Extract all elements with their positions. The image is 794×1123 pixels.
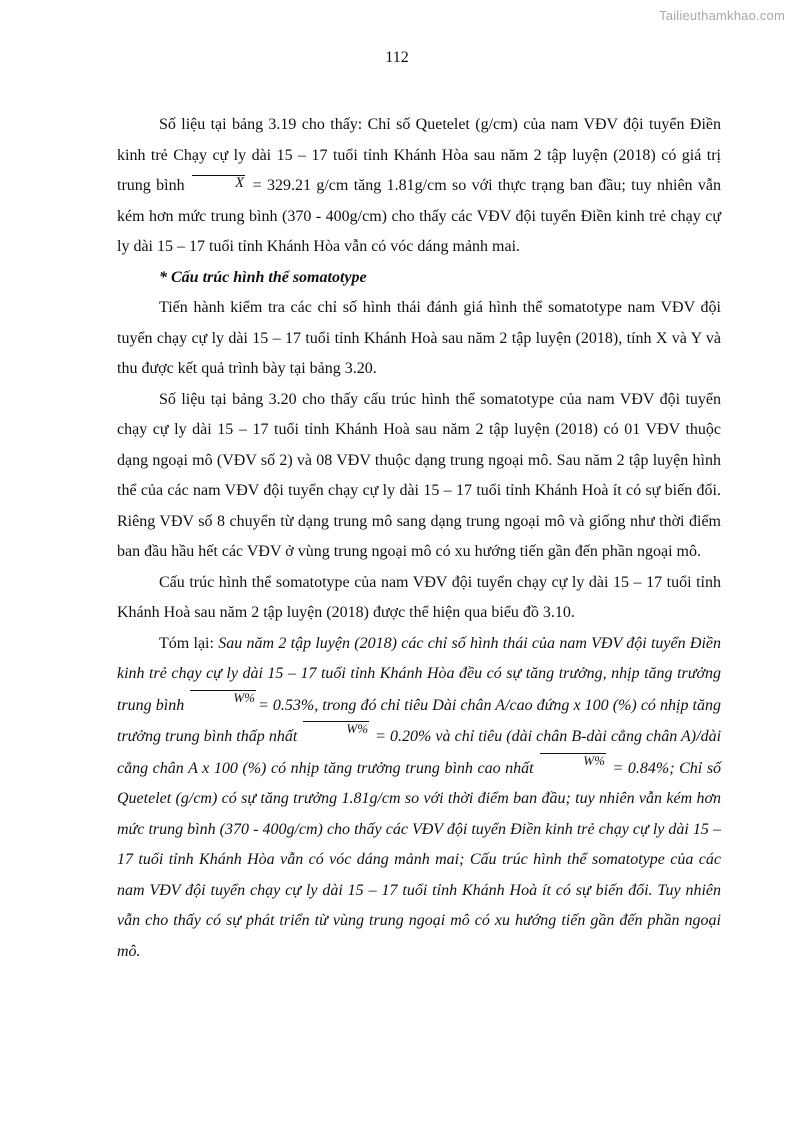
- watermark: Tailieuthamkhao.com: [659, 8, 785, 23]
- paragraph-quetelet: [117, 110, 721, 263]
- paragraph-quetelet-text-2: = 329.21 g/cm tăng 1.81g/cm so với thực trạng ban đầu; tuy nhiên vẫn kém hơn mức trung bình (370 - 400g/cm) cho thấy các VĐV đội tuyển Điền kinh trẻ chạy cự ly dài 15 – 17 tuổi tỉnh Khánh Hòa vẫn có vóc dáng mảnh mai.: [117, 177, 722, 255]
- growth-rate-symbol-3: W%: [540, 753, 606, 768]
- growth-rate-symbol-2: W%: [303, 721, 369, 736]
- page-number: 112: [385, 49, 409, 66]
- paragraph-quetelet-text: Số liệu tại bảng 3.19 cho thấy: Chỉ số Quetelet (g/cm) của nam VĐV đội tuyển Điền kinh trẻ Chạy cự ly dài 15 – 17 tuổi tỉnh Khánh Hòa sau năm 2 tập luyện (2018) có giá trị trung bình: [117, 116, 721, 194]
- paragraph-chart-3-10: Cấu trúc hình thể somatotype của nam VĐV đội tuyển chạy cự ly dài 15 – 17 tuổi tỉnh Khánh Hoà sau năm 2 tập luyện (2018) được thể hiện qua biểu đồ 3.10.: [117, 573, 721, 621]
- paragraph-summary: [117, 629, 721, 968]
- document-body: [117, 110, 721, 967]
- summary-text-1: Sau năm 2 tập luyện (2018) các chỉ số hình thái của nam VĐV đội tuyển Điền kinh trẻ chạy cự ly dài 15 – 17 tuổi tỉnh Khánh Hòa đều có sự tăng trưởng, nhịp tăng trưởng trung bình: [117, 634, 721, 714]
- mean-x-symbol: X: [192, 175, 245, 190]
- paragraph-table-3-20: Số liệu tại bảng 3.20 cho thấy cấu trúc hình thể somatotype của nam VĐV đội tuyển chạy cự ly dài 15 – 17 tuổi tỉnh Khánh Hoà sau năm 2 tập luyện (2018) có 01 VĐV thuộc dạng ngoại mô (VĐV số 2) và 08 VĐV thuộc dạng trung ngoại mô. Sau năm 2 tập luyện hình thể của các nam VĐV đội tuyển chạy cự ly dài 15 – 17 tuổi tỉnh Khánh Hoà ít có sự biến đổi. Riêng VĐV số 8 chuyển từ dạng trung mô sang dạng trung ngoại mô và giống như thời điểm ban đầu hầu hết các VĐV ở vùng trung ngoại mô có xu hướng tiến gần đến phần ngoại mô.: [117, 390, 721, 560]
- summary-text-2: = 0.53%, trong đó chỉ tiêu Dài chân A/cao đứng x 100 (%) có nhịp tăng trưởng trung bình thấp nhất: [117, 696, 722, 745]
- section-heading-somatotype: * Cấu trúc hình thể somatotype: [159, 268, 367, 286]
- summary-lead: Tóm lại:: [159, 634, 219, 652]
- summary-text-4: = 0.84%; Chỉ số Quetelet (g/cm) có sự tăng trưởng 1.81g/cm so với thời điểm ban đầu; tuy nhiên vẫn kém hơn mức trung bình (370 - 400g/cm) cho thấy các VĐV đội tuyển Điền kinh trẻ chạy cự ly dài 15 – 17 tuổi tỉnh Khánh Hòa vẫn có vóc dáng mảnh mai; Cấu trúc hình thể somatotype của các nam VĐV đội tuyển chạy cự ly dài 15 – 17 tuổi tỉnh Khánh Hoà ít có sự biến đổi. Tuy nhiên vẫn cho thấy có sự phát triển từ vùng trung ngoại mô có xu hướng tiến gần đến phần ngoại mô.: [117, 759, 722, 960]
- growth-rate-symbol-1: W%: [190, 690, 256, 705]
- paragraph-method: Tiến hành kiểm tra các chỉ số hình thái đánh giá hình thể somatotype nam VĐV đội tuyển chạy cự ly dài 15 – 17 tuổi tỉnh Khánh Hoà sau năm 2 tập luyện (2018), tính X và Y và thu được kết quả trình bày tại bảng 3.20.: [117, 299, 721, 377]
- summary-text-3: = 0.20% và chỉ tiêu (dài chân B-dài cẳng chân A)/dài cẳng chân A x 100 (%) có nhịp tăng trưởng trung bình cao nhất: [117, 728, 722, 777]
